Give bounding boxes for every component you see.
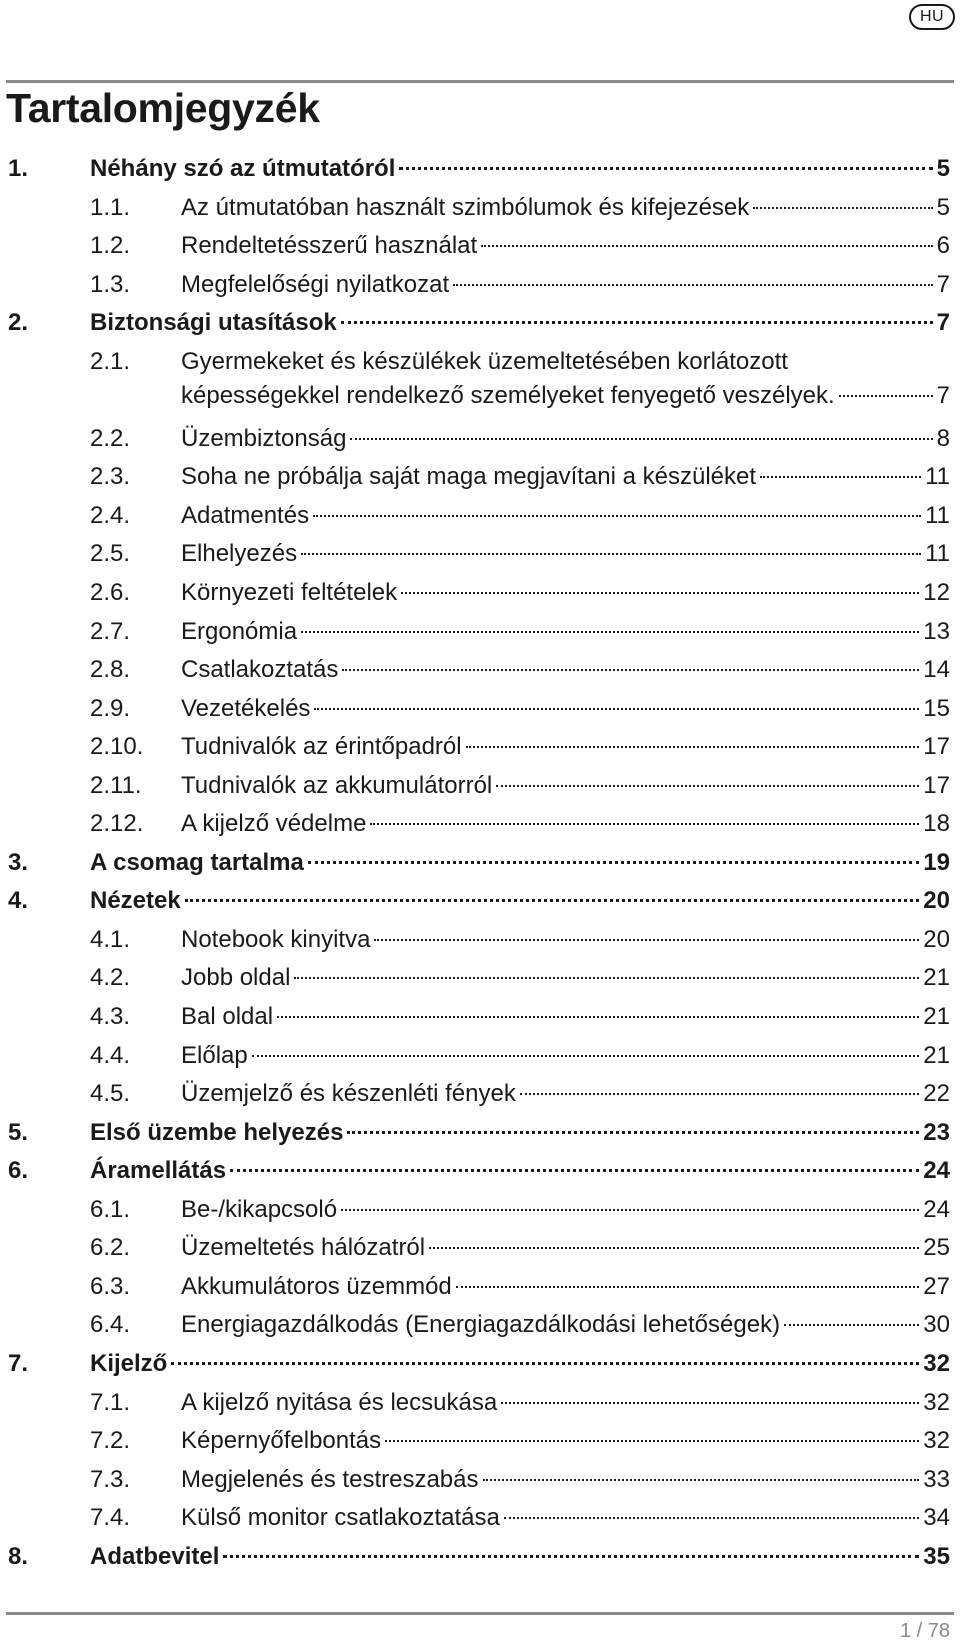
dot-leader (185, 898, 920, 902)
toc-chapter-row[interactable] (0, 1152, 960, 1191)
toc-entry (181, 732, 950, 762)
toc-entry (181, 1233, 950, 1263)
toc-section-row[interactable] (0, 1499, 960, 1538)
dot-leader (501, 1401, 919, 1404)
toc-entry (181, 270, 950, 300)
toc-entry (90, 154, 950, 184)
toc-entry-label: Elhelyezés (181, 540, 298, 568)
toc-entry-number: 2.11. (90, 771, 142, 799)
page-title: Tartalomjegyzék (6, 85, 320, 131)
toc-entry-number: 2.5. (90, 540, 131, 568)
toc-entry-number: 4.4. (90, 1041, 131, 1069)
toc-entry-page: 17 (923, 771, 950, 799)
toc-entry-page: 18 (923, 810, 950, 838)
toc-entry (181, 925, 950, 955)
toc-entry-label: Üzemeltetés hálózatról (181, 1234, 426, 1262)
toc-entry-label: Notebook kinyitva (181, 925, 371, 953)
toc-section-row[interactable] (0, 805, 960, 844)
toc-entry-number: 1.3. (90, 270, 131, 298)
toc-section-row[interactable] (0, 535, 960, 574)
toc-entry-label-continued: képességekkel rendelkező személyeket fenyegető veszélyek. (181, 381, 835, 409)
toc-entry-label: Rendeltetésszerű használat (181, 232, 478, 260)
dot-leader (483, 1478, 920, 1481)
toc-entry-label: Tudnivalók az érintőpadról (181, 733, 462, 761)
dot-leader (347, 1130, 919, 1134)
dot-leader (760, 475, 921, 478)
toc-entry (181, 231, 950, 261)
dot-leader (784, 1323, 919, 1326)
toc-entry (90, 1542, 950, 1572)
toc-entry-page: 7 (936, 270, 950, 298)
toc-chapter-row[interactable] (0, 150, 960, 189)
toc-entry (181, 1272, 950, 1302)
toc-entry-page: 23 (923, 1118, 950, 1146)
dot-leader (456, 1285, 920, 1288)
toc-entry-number: 6.2. (90, 1234, 131, 1262)
toc-entry-label: Jobb oldal (181, 964, 291, 992)
toc-section-row[interactable] (0, 1037, 960, 1076)
toc-entry-label: Néhány szó az útmutatóról (90, 155, 396, 182)
toc-entry-number: 6.4. (90, 1311, 131, 1339)
toc-entry-number: 6.3. (90, 1272, 131, 1300)
toc-entry-label: Külső monitor csatlakoztatása (181, 1504, 500, 1532)
toc-entry-page: 5 (936, 193, 950, 221)
toc-entry-label: Adatbevitel (90, 1542, 220, 1570)
toc-section-row[interactable] (0, 227, 960, 266)
dot-leader (370, 822, 919, 825)
toc-entry-number: 7.3. (90, 1465, 131, 1493)
toc-entry (181, 617, 950, 647)
toc-entry-number: 1. (8, 155, 29, 182)
toc-entry-page: 7 (936, 381, 950, 409)
toc-entry-number: 4.1. (90, 925, 131, 953)
toc-section-row[interactable] (0, 1229, 960, 1268)
toc-entry-page: 7 (936, 309, 950, 337)
toc-entry-page: 24 (923, 1157, 950, 1185)
toc-entry-label-wrap (181, 347, 950, 415)
toc-entry-label: Képernyőfelbontás (181, 1427, 382, 1455)
toc-entry-label: Előlap (181, 1041, 248, 1069)
toc-entry-page: 32 (923, 1349, 950, 1377)
toc-entry-number: 4.5. (90, 1080, 131, 1108)
toc-section-row[interactable] (0, 1422, 960, 1461)
toc-entry (181, 963, 950, 993)
toc-entry-label: Soha ne próbálja saját maga megjavítani a készüléket (181, 463, 757, 491)
dot-leader (341, 320, 933, 324)
dot-leader (399, 166, 932, 170)
dot-leader (753, 206, 932, 209)
toc-entry-number: 2.9. (90, 694, 131, 722)
dot-leader (301, 630, 919, 633)
toc-entry-page: 21 (923, 964, 950, 992)
toc-section-row[interactable] (0, 343, 960, 420)
toc-section-row[interactable] (0, 420, 960, 459)
toc-entry-number: 2. (8, 309, 29, 337)
toc-section-row[interactable] (0, 959, 960, 998)
toc-section-row[interactable] (0, 574, 960, 613)
toc-entry-number: 2.4. (90, 501, 131, 529)
toc-section-row[interactable] (0, 690, 960, 729)
toc-entry-page: 11 (925, 463, 950, 491)
toc-entry-label: Bal oldal (181, 1003, 274, 1031)
toc-entry (181, 193, 950, 223)
dot-leader (504, 1516, 919, 1519)
toc-entry-label: Ergonómia (181, 617, 298, 645)
toc-entry (181, 809, 950, 839)
toc-entry-page: 11 (925, 501, 950, 529)
toc-entry-number: 6.1. (90, 1195, 131, 1223)
dot-leader (496, 784, 919, 787)
dot-leader (252, 1054, 920, 1057)
dot-leader (313, 514, 921, 517)
toc-section-row[interactable] (0, 998, 960, 1037)
toc-entry-page: 27 (923, 1272, 950, 1300)
toc-chapter-row[interactable] (0, 304, 960, 343)
toc-entry (181, 1503, 950, 1533)
dot-leader (223, 1554, 919, 1558)
toc-entry-page: 21 (923, 1003, 950, 1031)
toc-entry (90, 1118, 950, 1148)
toc-entry (181, 1426, 950, 1456)
toc-entry-page: 32 (923, 1427, 950, 1455)
toc-entry (181, 1002, 950, 1032)
toc-section-row[interactable] (0, 651, 960, 690)
toc-entry (181, 1465, 950, 1495)
toc-entry-label: Adatmentés (181, 501, 310, 529)
toc-section-row[interactable] (0, 1306, 960, 1345)
toc-section-row[interactable] (0, 266, 960, 305)
toc-entry-page: 6 (936, 232, 950, 260)
toc-entry-number: 4.3. (90, 1003, 131, 1031)
toc-entry-number: 2.8. (90, 656, 131, 684)
toc-entry-label: Az útmutatóban használt szimbólumok és kifejezések (181, 193, 750, 221)
toc-entry-page: 14 (923, 656, 950, 684)
toc-entry-page: 22 (923, 1080, 950, 1108)
language-badge: HU (909, 4, 955, 30)
toc-entry-label: Üzemjelző és készenléti fények (181, 1080, 516, 1108)
toc-entry-page: 35 (923, 1542, 950, 1570)
dot-leader (171, 1361, 919, 1365)
toc-entry-label: Nézetek (90, 887, 181, 915)
dot-leader (230, 1168, 919, 1172)
dot-leader (277, 1015, 919, 1018)
page-number: 1 / 78 (899, 1620, 950, 1642)
toc-entry-label: Megfelelőségi nyilatkozat (181, 270, 450, 298)
dot-leader (374, 938, 919, 941)
dot-leader (481, 244, 932, 247)
toc-entry-second-line (181, 377, 950, 415)
toc-entry-number: 5. (8, 1118, 29, 1146)
toc-entry-page: 32 (923, 1388, 950, 1416)
toc-entry-number: 2.3. (90, 463, 131, 491)
toc-chapter-row[interactable] (0, 1538, 960, 1577)
toc-entry (90, 1156, 950, 1186)
toc-entry-page: 30 (923, 1311, 950, 1339)
toc-entry-number: 4.2. (90, 964, 131, 992)
toc-section-row[interactable] (0, 921, 960, 960)
toc-entry-page: 21 (923, 1041, 950, 1069)
toc-entry-label: Környezeti feltételek (181, 579, 398, 607)
toc-entry-page: 13 (923, 617, 950, 645)
toc-entry (181, 347, 950, 415)
toc-entry (181, 1310, 950, 1340)
toc-entry-label: Gyermekeket és készülékek üzemeltetésében korlátozott (181, 347, 788, 375)
toc-entry (181, 1388, 950, 1418)
dot-leader (294, 976, 919, 979)
toc-entry-number: 7.2. (90, 1427, 131, 1455)
toc-entry-page: 17 (923, 733, 950, 761)
toc-entry-label: Üzembiztonság (181, 424, 347, 452)
dot-leader (301, 552, 921, 555)
toc-entry-number: 1.1. (90, 193, 131, 221)
toc-entry (181, 539, 950, 569)
toc-entry (90, 848, 950, 878)
toc-entry-label: Akkumulátoros üzemmód (181, 1272, 452, 1300)
toc-entry-page: 25 (923, 1234, 950, 1262)
toc-entry-label: Megjelenés és testreszabás (181, 1465, 479, 1493)
toc-section-row[interactable] (0, 497, 960, 536)
toc-section-row[interactable] (0, 728, 960, 767)
toc-entry-label: Első üzembe helyezés (90, 1118, 344, 1146)
toc-entry-page: 24 (923, 1195, 950, 1223)
toc-entry-page: 20 (923, 925, 950, 953)
toc-section-row[interactable] (0, 613, 960, 652)
dot-leader (342, 668, 919, 671)
toc-entry-label: Kijelző (90, 1349, 168, 1377)
toc-entry-number: 2.2. (90, 424, 131, 452)
table-of-contents (0, 150, 960, 1576)
footer-divider (6, 1612, 954, 1615)
toc-entry (181, 1195, 950, 1225)
toc-entry-label: Biztonsági utasítások (90, 309, 337, 337)
toc-entry-page: 8 (936, 424, 950, 452)
toc-entry-number: 2.7. (90, 617, 131, 645)
toc-entry-number: 8. (8, 1542, 29, 1570)
toc-entry-number: 3. (8, 848, 29, 876)
toc-section-row[interactable] (0, 1461, 960, 1500)
toc-entry-label: Vezetékelés (181, 694, 311, 722)
toc-section-row[interactable] (0, 1268, 960, 1307)
toc-entry (90, 308, 950, 338)
toc-entry-page: 33 (923, 1465, 950, 1493)
dot-leader (839, 394, 933, 397)
dot-leader (401, 591, 919, 594)
toc-entry (181, 1041, 950, 1071)
toc-entry-label: Be-/kikapcsoló (181, 1195, 338, 1223)
toc-entry-label: A csomag tartalma (90, 848, 304, 876)
toc-section-row[interactable] (0, 189, 960, 228)
toc-entry-number: 2.12. (90, 810, 144, 838)
dot-leader (385, 1439, 919, 1442)
toc-entry-label: A kijelző nyitása és lecsukása (181, 1388, 498, 1416)
toc-entry-label: Energiagazdálkodás (Energiagazdálkodási lehetőségek) (181, 1311, 781, 1339)
toc-chapter-row[interactable] (0, 844, 960, 883)
dot-leader (453, 283, 932, 286)
toc-entry (181, 694, 950, 724)
toc-entry-number: 6. (8, 1157, 29, 1185)
toc-entry-page: 12 (923, 579, 950, 607)
toc-entry-label: Csatlakoztatás (181, 656, 339, 684)
toc-entry-page: 20 (923, 887, 950, 915)
toc-entry-label: A kijelző védelme (181, 810, 367, 838)
toc-entry-page: 19 (923, 848, 950, 876)
toc-entry (90, 1349, 950, 1379)
toc-section-row[interactable] (0, 1075, 960, 1114)
dot-leader (466, 745, 920, 748)
dot-leader (350, 437, 932, 440)
toc-entry (181, 462, 950, 492)
toc-section-row[interactable] (0, 458, 960, 497)
toc-entry-page: 5 (936, 155, 950, 182)
toc-entry-number: 2.1. (90, 347, 131, 375)
toc-entry-number: 7. (8, 1349, 29, 1377)
toc-entry-number: 2.10. (90, 733, 144, 761)
toc-entry (181, 578, 950, 608)
toc-chapter-row[interactable] (0, 1114, 960, 1153)
toc-entry-label: Áramellátás (90, 1157, 227, 1185)
toc-entry (181, 501, 950, 531)
toc-entry (181, 771, 950, 801)
toc-section-row[interactable] (0, 1191, 960, 1230)
dot-leader (520, 1092, 919, 1095)
toc-entry (181, 655, 950, 685)
dot-leader (429, 1246, 919, 1249)
toc-entry-page: 11 (925, 540, 950, 568)
toc-section-row[interactable] (0, 1384, 960, 1423)
dot-leader (308, 860, 919, 864)
toc-chapter-row[interactable] (0, 882, 960, 921)
toc-entry-number: 4. (8, 887, 29, 915)
toc-entry-page: 34 (923, 1504, 950, 1532)
toc-entry-label: Tudnivalók az akkumulátorról (181, 771, 493, 799)
toc-section-row[interactable] (0, 767, 960, 806)
toc-entry (181, 1079, 950, 1109)
toc-entry (90, 886, 950, 916)
toc-entry-number: 1.2. (90, 232, 131, 260)
toc-entry-number: 7.1. (90, 1388, 131, 1416)
toc-entry (181, 424, 950, 454)
toc-entry-page: 15 (923, 694, 950, 722)
toc-entry-number: 2.6. (90, 579, 131, 607)
toc-entry-number: 7.4. (90, 1504, 131, 1532)
toc-chapter-row[interactable] (0, 1345, 960, 1384)
dot-leader (314, 707, 919, 710)
dot-leader (341, 1208, 919, 1211)
